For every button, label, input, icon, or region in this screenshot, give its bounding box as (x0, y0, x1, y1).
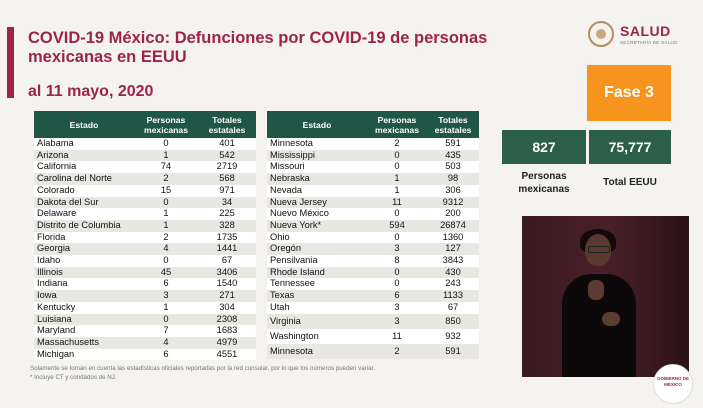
cell-state: Arizona (34, 150, 134, 162)
gob-logo-text: GOBIERNO DE MÉXICO (656, 376, 689, 387)
cell-state: Dakota del Sur (34, 197, 134, 209)
title-accent-bar (7, 27, 14, 98)
table-row (267, 161, 479, 173)
cell-state: Nueva York* (267, 220, 367, 232)
cell-state: Tennessee (267, 278, 367, 290)
cell-state-total: 542 (198, 150, 256, 162)
cell-mexicans: 4 (134, 337, 198, 349)
table-row (267, 329, 479, 344)
cell-mexicans: 15 (134, 185, 198, 197)
cell-state: Indiana (34, 278, 134, 290)
cell-mexicans: 1 (367, 185, 427, 197)
footnote-sources: Solamente se toman en cuenta las estadísticas oficiales reportadas por la red consular, por lo que los números pueden variar. (30, 365, 375, 372)
cell-mexicans: 2 (367, 344, 427, 359)
cell-mexicans: 0 (367, 150, 427, 162)
cell-state-total: 435 (427, 150, 479, 162)
cell-state-total: 243 (427, 278, 479, 290)
cell-mexicans: 0 (134, 197, 198, 209)
table-row (267, 344, 479, 359)
table-row (34, 161, 256, 173)
cell-state-total: 1133 (427, 290, 479, 302)
cell-state: Mississippi (267, 150, 367, 162)
cell-state: Kentucky (34, 302, 134, 314)
cell-state: Nevada (267, 185, 367, 197)
mexicans-total-box: 827 (502, 130, 586, 164)
cell-state-total: 67 (427, 302, 479, 314)
cell-mexicans: 4 (134, 243, 198, 255)
cell-state: Virginia (267, 314, 367, 329)
table-row (267, 302, 479, 314)
cell-state: California (34, 161, 134, 173)
table-row (34, 314, 256, 326)
cell-state-total: 850 (427, 314, 479, 329)
table-row (34, 197, 256, 209)
table-row (267, 232, 479, 244)
cell-state-total: 2308 (198, 314, 256, 326)
cell-mexicans: 6 (134, 349, 198, 361)
cell-mexicans: 0 (367, 267, 427, 279)
cell-state-total: 1441 (198, 243, 256, 255)
cell-state-total: 1683 (198, 325, 256, 337)
cell-state-total: 3843 (427, 255, 479, 267)
cell-mexicans: 8 (367, 255, 427, 267)
cell-state: Missouri (267, 161, 367, 173)
cell-state-total: 401 (198, 138, 256, 150)
table-row (267, 197, 479, 209)
deaths-table-right (267, 111, 479, 359)
cell-state: Texas (267, 290, 367, 302)
cell-state: Rhode Island (267, 267, 367, 279)
cell-mexicans: 7 (134, 325, 198, 337)
cell-mexicans: 1 (134, 220, 198, 232)
table-row (267, 185, 479, 197)
table-row (34, 325, 256, 337)
cell-mexicans: 1 (134, 150, 198, 162)
cell-state-total: 328 (198, 220, 256, 232)
cell-mexicans: 0 (134, 138, 198, 150)
cell-state: Utah (267, 302, 367, 314)
cell-state: Washington (267, 329, 367, 344)
cell-state-total: 200 (427, 208, 479, 220)
cell-state-total: 4979 (198, 337, 256, 349)
cell-mexicans: 11 (367, 197, 427, 209)
logo-tagline: SECRETARÍA DE SALUD (620, 40, 678, 45)
cell-state: Luisiana (34, 314, 134, 326)
table-row (267, 173, 479, 185)
cell-mexicans: 3 (367, 314, 427, 329)
us-total-label: Total EEUU (603, 177, 657, 188)
cell-state: Maryland (34, 325, 134, 337)
cell-state-total: 568 (198, 173, 256, 185)
cell-state: Carolina del Norte (34, 173, 134, 185)
cell-state-total: 1360 (427, 232, 479, 244)
cell-state: Michigan (34, 349, 134, 361)
table-row (267, 290, 479, 302)
table-row (34, 243, 256, 255)
cell-state: Minnesota (267, 138, 367, 150)
cell-state-total: 591 (427, 344, 479, 359)
cell-mexicans: 3 (134, 290, 198, 302)
cell-state: Nueva Jersey (267, 197, 367, 209)
table-row (34, 208, 256, 220)
cell-state-total: 271 (198, 290, 256, 302)
cell-state-total: 1735 (198, 232, 256, 244)
page-subtitle: al 11 mayo, 2020 (28, 83, 154, 100)
cell-state: Minnesota (267, 344, 367, 359)
table-row (267, 255, 479, 267)
table-row (34, 255, 256, 267)
gobierno-de-mexico-logo (653, 364, 693, 404)
deaths-table-left (34, 111, 256, 360)
cell-mexicans: 0 (367, 208, 427, 220)
cell-mexicans: 2 (134, 173, 198, 185)
cell-state-total: 67 (198, 255, 256, 267)
cell-state-total: 971 (198, 185, 256, 197)
table-row (267, 243, 479, 255)
cell-state: Ohio (267, 232, 367, 244)
cell-state: Nuevo México (267, 208, 367, 220)
cell-state-total: 503 (427, 161, 479, 173)
us-total-box: 75,777 (589, 130, 671, 164)
header-personas-mexicanas: Personas mexicanas (367, 111, 427, 138)
cell-state-total: 932 (427, 329, 479, 344)
salud-logo (588, 19, 698, 53)
table-row (34, 337, 256, 349)
cell-state: Pensilvania (267, 255, 367, 267)
cell-state-total: 3406 (198, 267, 256, 279)
cell-mexicans: 3 (367, 302, 427, 314)
cell-mexicans: 1 (134, 302, 198, 314)
footnote-ny: * Incluye CT y condados de NJ. (30, 374, 117, 381)
cell-mexicans: 0 (134, 314, 198, 326)
cell-state-total: 2719 (198, 161, 256, 173)
cell-mexicans: 3 (367, 243, 427, 255)
cell-state-total: 225 (198, 208, 256, 220)
table-row (267, 220, 479, 232)
cell-mexicans: 594 (367, 220, 427, 232)
cell-state: Illinois (34, 267, 134, 279)
table-row (267, 278, 479, 290)
table-row (34, 278, 256, 290)
table-row (267, 267, 479, 279)
header-estado: Estado (34, 111, 134, 138)
page-title: COVID-19 México: Defunciones por COVID-19 de personas mexicanas en EEUU (28, 29, 488, 66)
table-row (34, 173, 256, 185)
cell-state: Massachusetts (34, 337, 134, 349)
cell-state-total: 306 (427, 185, 479, 197)
header-estado: Estado (267, 111, 367, 138)
header-totales-estatales: Totales estatales (198, 111, 256, 138)
table-row (34, 185, 256, 197)
cell-state-total: 591 (427, 138, 479, 150)
cell-state: Alabama (34, 138, 134, 150)
table-row (34, 267, 256, 279)
table-row (267, 150, 479, 162)
header-totales-estatales: Totales estatales (427, 111, 479, 138)
table-row (34, 150, 256, 162)
cell-state: Distrito de Columbia (34, 220, 134, 232)
table-row (34, 232, 256, 244)
cell-mexicans: 0 (367, 278, 427, 290)
cell-mexicans: 0 (134, 255, 198, 267)
mexicans-total-label: Personas mexicanas (518, 171, 570, 195)
cell-mexicans: 1 (367, 173, 427, 185)
cell-state: Florida (34, 232, 134, 244)
cell-state: Delaware (34, 208, 134, 220)
table-row (34, 138, 256, 150)
table-row (34, 302, 256, 314)
table-row (267, 138, 479, 150)
cell-mexicans: 6 (367, 290, 427, 302)
cell-state-total: 304 (198, 302, 256, 314)
cell-mexicans: 6 (134, 278, 198, 290)
table-row (34, 349, 256, 361)
cell-mexicans: 0 (367, 161, 427, 173)
phase-badge: Fase 3 (587, 65, 671, 121)
cell-state: Nebraska (267, 173, 367, 185)
cell-state-total: 9312 (427, 197, 479, 209)
cell-state-total: 1540 (198, 278, 256, 290)
cell-mexicans: 11 (367, 329, 427, 344)
table-row (34, 220, 256, 232)
cell-state-total: 127 (427, 243, 479, 255)
cell-state-total: 26874 (427, 220, 479, 232)
table-row (267, 314, 479, 329)
cell-mexicans: 74 (134, 161, 198, 173)
cell-state-total: 34 (198, 197, 256, 209)
cell-state: Colorado (34, 185, 134, 197)
table-row (267, 208, 479, 220)
cell-mexicans: 2 (367, 138, 427, 150)
header-personas-mexicanas: Personas mexicanas (134, 111, 198, 138)
cell-mexicans: 0 (367, 232, 427, 244)
table-row (34, 290, 256, 302)
cell-state: Idaho (34, 255, 134, 267)
cell-state-total: 4551 (198, 349, 256, 361)
cell-state: Oregón (267, 243, 367, 255)
eagle-seal-icon (588, 21, 614, 47)
cell-state-total: 430 (427, 267, 479, 279)
cell-state: Georgia (34, 243, 134, 255)
cell-mexicans: 1 (134, 208, 198, 220)
cell-state-total: 98 (427, 173, 479, 185)
cell-mexicans: 2 (134, 232, 198, 244)
cell-mexicans: 45 (134, 267, 198, 279)
cell-state: Iowa (34, 290, 134, 302)
sign-language-interpreter-video (522, 216, 689, 377)
logo-name: SALUD (620, 23, 671, 39)
